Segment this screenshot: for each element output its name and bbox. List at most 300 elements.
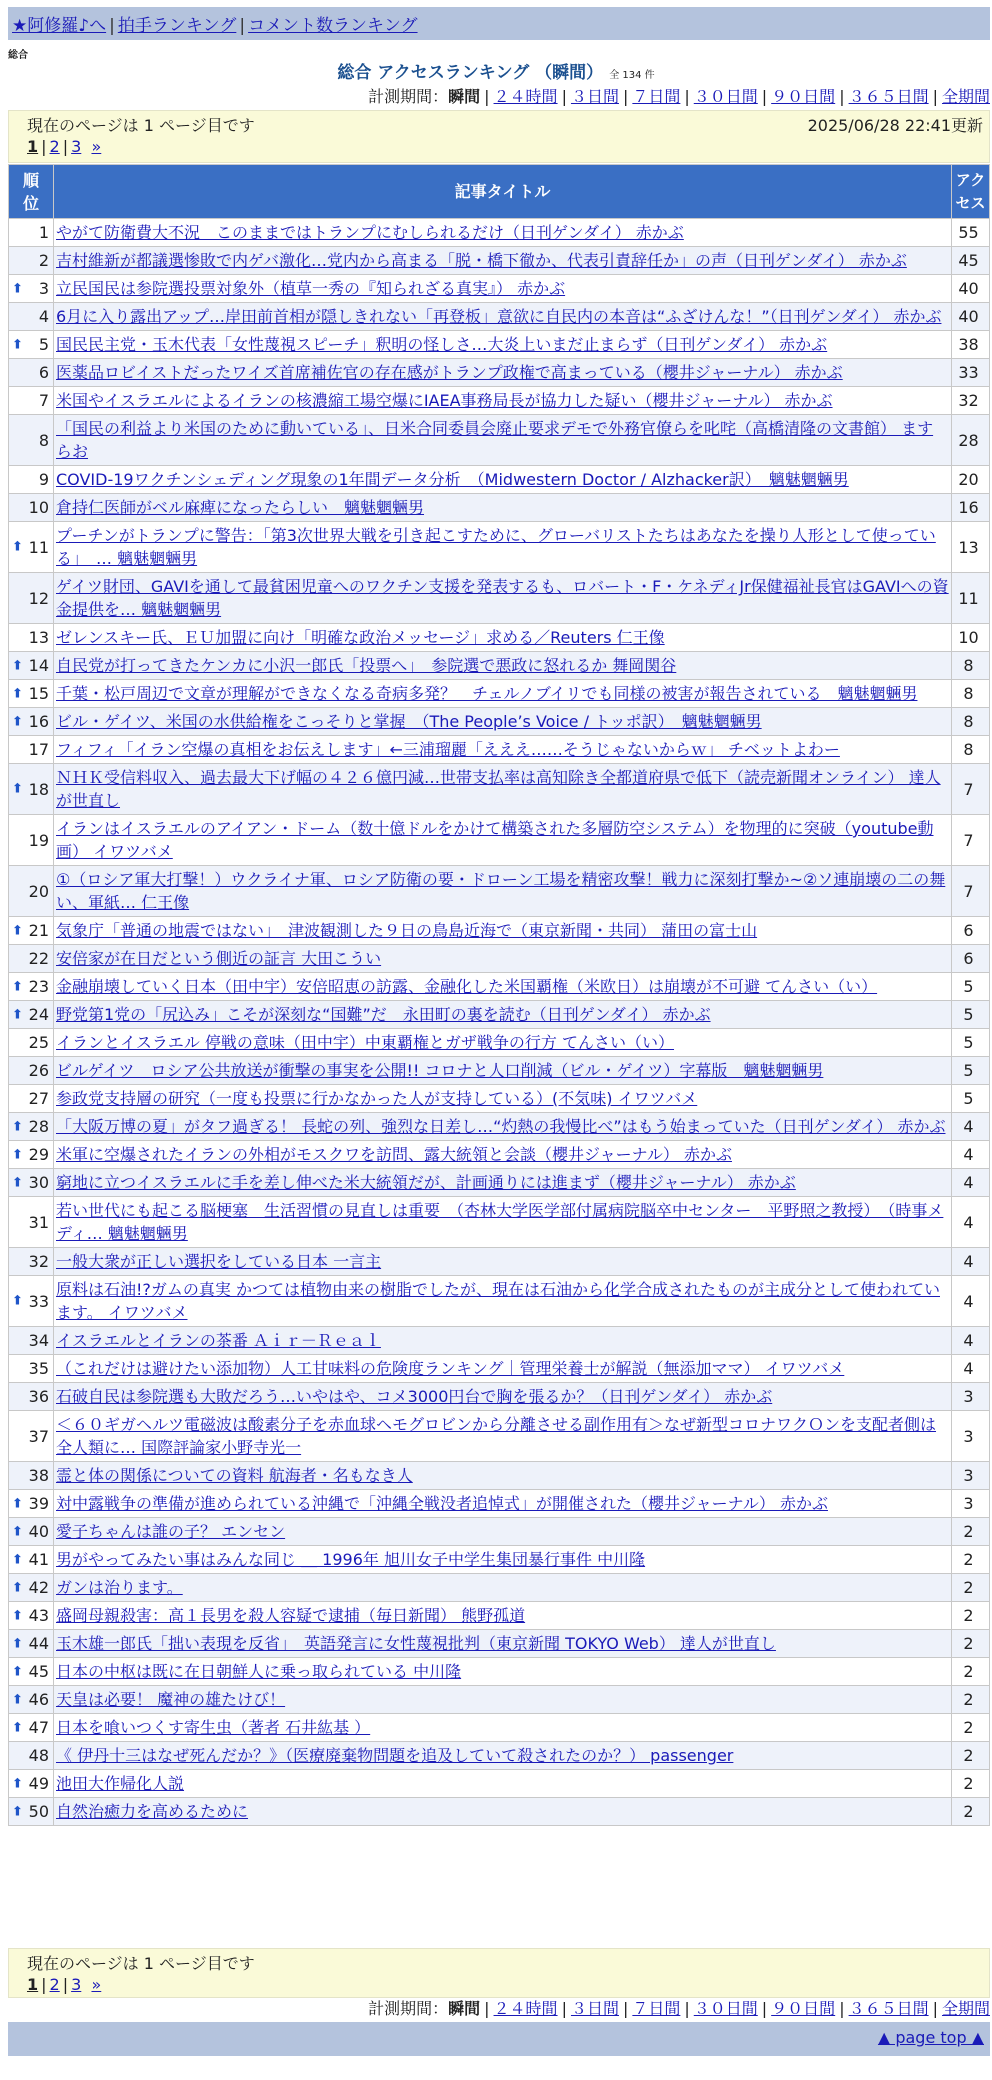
rank-number: 25 xyxy=(28,1033,49,1052)
up-arrow-icon: ⬆ xyxy=(12,686,23,701)
rank-number: 4 xyxy=(38,307,49,326)
rank-number: 34 xyxy=(28,1331,49,1350)
article-title-link[interactable]: 倉持仁医師がベル麻痺になったらしい 魑魅魍魎男 xyxy=(56,498,425,517)
article-title-link[interactable]: ゼレンスキー氏、ＥＵ加盟に向け「明確な政治メッセージ」求める／Reuters 仁王像 xyxy=(56,628,665,647)
updated-timestamp: 2025/06/28 22:41更新 xyxy=(807,116,983,135)
period-link-all[interactable]: 全期間 xyxy=(941,87,990,106)
access-count: 6 xyxy=(952,917,989,944)
rank-cell xyxy=(9,466,53,493)
title-cell xyxy=(54,917,951,944)
rank-cell xyxy=(9,973,53,1000)
access-count: 2 xyxy=(952,1686,989,1713)
article-title-link[interactable]: 一般大衆が正しい選択をしている日本 一言主 xyxy=(56,1252,382,1271)
access-count: 4 xyxy=(952,1355,989,1382)
table-row xyxy=(9,1770,989,1797)
access-count: 4 xyxy=(952,1169,989,1196)
article-title-link[interactable]: 米国やイスラエルによるイランの核濃縮工場空爆にIAEA事務局長が協力した疑い（櫻井ジャーナル） 赤かぶ xyxy=(56,391,833,410)
period-current: 瞬間 xyxy=(448,87,481,106)
period-separator: | xyxy=(622,1999,629,2018)
table-row xyxy=(9,1574,989,1601)
period-link-7d[interactable]: ７日間 xyxy=(632,1999,681,2018)
rank-number: 23 xyxy=(28,977,49,996)
up-arrow-icon: ⬆ xyxy=(12,1524,23,1539)
table-row xyxy=(9,275,989,302)
article-title-link[interactable]: ＜６０ギガヘルツ電磁波は酸素分子を赤血球ヘモグロビンから分離させる副作用有＞なぜ新型コロナワクＯンを支配者側は全人類に… 国際評論家小野寺光一 xyxy=(56,1415,937,1457)
article-title-link[interactable]: 立民国民は参院選投票対象外（植草一秀の『知られざる真実』） 赤かぶ xyxy=(56,279,566,298)
title-cell xyxy=(54,494,951,521)
article-title-link[interactable]: 「国民の利益より米国のために動いている」、日米合同委員会廃止要求デモで外務官僚らを叱咤（高橋清隆の文書館） ますらお xyxy=(56,419,934,461)
title-cell xyxy=(54,680,951,707)
access-count: 2 xyxy=(952,1518,989,1545)
rank-cell xyxy=(9,1490,53,1517)
page-1-current: 1 xyxy=(27,1975,39,1994)
period-separator: | xyxy=(932,87,938,106)
table-row xyxy=(9,219,989,246)
title-cell xyxy=(54,866,951,916)
page-separator: | xyxy=(41,1975,47,1994)
rank-number: 31 xyxy=(28,1212,49,1232)
rank-cell xyxy=(9,680,53,707)
article-title-link[interactable]: プーチンがトランプに警告：「第3次世界大戦を引き起こすために、グローバリストたちはあなたを操り人形として使っている」 … 魑魅魍魎男 xyxy=(56,526,936,568)
period-separator: | xyxy=(484,1999,490,2018)
rank-number: 30 xyxy=(28,1173,49,1192)
table-row xyxy=(9,945,989,972)
article-title-link[interactable]: ガンは治ります。 xyxy=(56,1578,183,1597)
rank-number: 37 xyxy=(28,1426,49,1446)
table-row xyxy=(9,973,989,1000)
rank-cell xyxy=(9,1248,53,1275)
access-count: 2 xyxy=(952,1574,989,1601)
page-top-link[interactable]: ▲ page top ▲ xyxy=(877,2028,984,2047)
rank-cell xyxy=(9,764,53,814)
rank-cell xyxy=(9,1355,53,1382)
period-link-3d[interactable]: ３日間 xyxy=(570,1999,619,2018)
table-row xyxy=(9,494,989,521)
rank-cell xyxy=(9,1001,53,1028)
article-title-link[interactable]: 日本を喰いつくす寄生虫（著者 石井紘基 ） xyxy=(56,1718,371,1737)
up-arrow-icon: ⬆ xyxy=(12,1007,23,1022)
table-row xyxy=(9,522,989,572)
up-arrow-icon: ⬆ xyxy=(12,281,23,296)
title-cell xyxy=(54,1248,951,1275)
rank-cell xyxy=(9,303,53,330)
period-link-365d[interactable]: ３６５日間 xyxy=(848,1999,929,2018)
access-count: 38 xyxy=(952,331,989,358)
rank-cell xyxy=(9,1798,53,1825)
rank-number: 45 xyxy=(28,1662,49,1681)
article-title-link[interactable]: 石破自民は参院選も大敗だろう…いやはや、コメ3000円台で胸を張るか？（日刊ゲンダイ） 赤かぶ xyxy=(56,1387,773,1406)
up-arrow-icon: ⬆ xyxy=(12,923,23,938)
article-title-link[interactable]: 男がやってみたい事はみんな同じ ＿ 1996年 旭川女子中学生集団暴行事件 中川隆 xyxy=(56,1550,646,1569)
rank-number: 5 xyxy=(38,335,49,354)
title-cell xyxy=(54,1602,951,1629)
section-label: 総合 xyxy=(8,50,28,61)
header-title: 記事タイトル xyxy=(54,165,951,218)
article-title-link[interactable]: ①（ロシア軍大打撃！）ウクライナ軍、ロシア防衛の要・ドローン工場を精密攻撃！戦力に深刻打撃か~②ソ連崩壊の二の舞い、軍紙… 仁王像 xyxy=(56,870,946,912)
title-cell xyxy=(54,1197,951,1247)
article-title-link[interactable]: 6月に入り露出アップ…岸田前首相が隠しきれない「再登板」意欲に自民内の本音は“ふざけんな！”（日刊ゲンダイ） 赤かぶ xyxy=(56,307,942,326)
period-label: 計測期間： xyxy=(368,87,449,106)
top-nav-bar xyxy=(8,7,990,40)
title-cell xyxy=(54,652,951,679)
nav-link-comment-ranking[interactable]: コメント数ランキング xyxy=(248,16,418,36)
table-row xyxy=(9,1113,989,1140)
up-arrow-icon: ⬆ xyxy=(12,1293,23,1309)
table-row xyxy=(9,1355,989,1382)
title-cell xyxy=(54,764,951,814)
table-row xyxy=(9,1383,989,1410)
rank-cell xyxy=(9,275,53,302)
table-row xyxy=(9,466,989,493)
page-3-link[interactable]: 3 xyxy=(71,1975,82,1994)
rank-number: 27 xyxy=(28,1089,49,1108)
rank-cell xyxy=(9,945,53,972)
table-row xyxy=(9,415,989,465)
article-title-link[interactable]: 玉木雄一郎氏「拙い表現を反省」 英語発言に女性蔑視批判（東京新聞 TOKYO Web） 達人が世直し xyxy=(56,1634,776,1653)
access-count: 16 xyxy=(952,494,989,521)
rank-cell xyxy=(9,736,53,763)
article-title-link[interactable]: 霊と体の関係についての資料 航海者・名もなき人 xyxy=(56,1466,413,1485)
access-count: 2 xyxy=(952,1714,989,1741)
up-arrow-icon: ⬆ xyxy=(12,1496,23,1511)
nav-link-applause-ranking[interactable]: 拍手ランキング xyxy=(117,16,237,36)
article-title-link[interactable]: 「大阪万博の夏」がタフ過ぎる！ 長蛇の列、強烈な日差し…“灼熱の我慢比べ”はもう始まっていた（日刊ゲンダイ） 赤かぶ xyxy=(56,1117,946,1136)
rank-number: 14 xyxy=(28,656,49,675)
access-count: 5 xyxy=(952,1001,989,1028)
table-row xyxy=(9,1411,989,1461)
rank-number: 6 xyxy=(38,363,49,382)
page-1-current: 1 xyxy=(27,137,39,156)
title-cell xyxy=(54,1001,951,1028)
rank-cell xyxy=(9,708,53,735)
article-title-link[interactable]: （これだけは避けたい添加物）人工甘味料の危険度ランキング｜管理栄養士が解説（無添加ママ） イワツバメ xyxy=(56,1359,845,1378)
rank-number: 3 xyxy=(38,279,49,298)
access-count: 5 xyxy=(952,1085,989,1112)
rank-number: 10 xyxy=(28,498,49,517)
rank-number: 11 xyxy=(28,537,49,557)
rank-number: 42 xyxy=(28,1578,49,1597)
title-cell xyxy=(54,945,951,972)
rank-number: 29 xyxy=(28,1145,49,1164)
table-row xyxy=(9,1248,989,1275)
rank-cell xyxy=(9,1113,53,1140)
period-current: 瞬間 xyxy=(448,1999,481,2018)
title-cell xyxy=(54,1742,951,1769)
table-row xyxy=(9,247,989,274)
table-row xyxy=(9,1462,989,1489)
rank-cell xyxy=(9,522,53,572)
table-row xyxy=(9,1057,989,1084)
rank-cell xyxy=(9,247,53,274)
rank-cell xyxy=(9,1742,53,1769)
access-count: 4 xyxy=(952,1276,989,1326)
up-arrow-icon: ⬆ xyxy=(12,539,23,555)
access-count: 8 xyxy=(952,680,989,707)
rank-cell xyxy=(9,624,53,651)
access-count: 7 xyxy=(952,764,989,814)
article-title-link[interactable]: 気象庁「普通の地震ではない」 津波観測した９日の鳥島近海で（東京新聞・共同） 蒲田の富士山 xyxy=(56,921,758,940)
title-cell xyxy=(54,1630,951,1657)
table-row xyxy=(9,1029,989,1056)
rank-number: 8 xyxy=(38,430,49,450)
bottom-bar xyxy=(8,2022,990,2056)
up-arrow-icon: ⬆ xyxy=(12,1175,23,1190)
article-title-link[interactable]: 窮地に立つイスラエルに手を差し伸べた米大統領だが、計画通りには進まず（櫻井ジャーナル） 赤かぶ xyxy=(56,1173,796,1192)
rank-number: 12 xyxy=(28,588,49,608)
article-title-link[interactable]: 原料は石油!?ガムの真実 かつては植物由来の樹脂でしたが、現在は石油から化学合成されたものが主成分として使われています。 イワツバメ xyxy=(56,1280,940,1322)
up-arrow-icon: ⬆ xyxy=(12,1804,23,1819)
period-link-24h[interactable]: ２４時間 xyxy=(493,1999,558,2018)
rank-cell xyxy=(9,1518,53,1545)
title-cell xyxy=(54,1355,951,1382)
rank-cell xyxy=(9,1546,53,1573)
rank-number: 24 xyxy=(28,1005,49,1024)
title-cell xyxy=(54,275,951,302)
article-title-link[interactable]: 千葉・松戸周辺で文章が理解ができなくなる奇病多発？ チェルノブイリでも同様の被害が報告されている 魑魅魍魎男 xyxy=(56,684,918,703)
period-label: 計測期間： xyxy=(368,1999,449,2018)
article-title-link[interactable]: 日本の中枢は既に在日朝鮮人に乗っ取られている 中川隆 xyxy=(56,1662,462,1681)
article-title-link[interactable]: 国民民主党・玉木代表「女性蔑視スピーチ」釈明の怪しさ…大炎上いまだ止まらず（日刊ゲンダイ） 赤かぶ xyxy=(56,335,828,354)
up-arrow-icon: ⬆ xyxy=(12,979,23,994)
article-title-link[interactable]: 野党第1党の「尻込み」こそが深刻な“国難”だ 永田町の裏を読む（日刊ゲンダイ） 赤かぶ xyxy=(56,1005,711,1024)
nav-separator: | xyxy=(109,16,115,36)
title-cell xyxy=(54,1383,951,1410)
up-arrow-icon: ⬆ xyxy=(12,1608,23,1623)
period-separator: | xyxy=(561,1999,567,2018)
up-arrow-icon: ⬆ xyxy=(12,658,23,673)
article-title-link[interactable]: 吉村維新が都議選惨敗で内ゲバ激化…党内から高まる「脱・橋下徹か、代表引責辞任か」の声（日刊ゲンダイ） 赤かぶ xyxy=(56,251,907,270)
up-arrow-icon: ⬆ xyxy=(12,1664,23,1679)
article-title-link[interactable]: イスラエルとイランの茶番 Ａｉｒ－Ｒｅａｌ xyxy=(56,1331,381,1350)
page-separator: | xyxy=(62,137,69,156)
current-page-text: 現在のページは 1 ページ目です xyxy=(27,1954,255,1973)
table-row xyxy=(9,1197,989,1247)
article-title-link[interactable]: 《 伊丹十三はなぜ死んだか？》（医療廃棄物問題を追及していて殺されたのか？） passenger xyxy=(56,1746,734,1765)
access-count: 2 xyxy=(952,1798,989,1825)
title-cell xyxy=(54,303,951,330)
rank-number: 46 xyxy=(28,1690,49,1709)
article-title-link[interactable]: 天皇は必要！ 魔神の雄たけび！ xyxy=(56,1690,286,1709)
pagination-top xyxy=(27,137,101,156)
ranking-table-body xyxy=(9,219,989,1825)
table-header-row xyxy=(9,165,989,218)
article-title-link[interactable]: 対中露戦争の準備が進められている沖縄で「沖縄全戦没者追悼式」が開催された（櫻井ジャーナル） 赤かぶ xyxy=(56,1494,828,1513)
rank-number: 35 xyxy=(28,1359,49,1378)
rank-number: 18 xyxy=(28,779,49,799)
rank-cell xyxy=(9,1630,53,1657)
title-cell xyxy=(54,973,951,1000)
article-title-link[interactable]: ゲイツ財団、GAVIを通して最貧困児童へのワクチン支援を発表するも、ロバート・F・ケネディJr保健福祉長官はGAVIへの資金提供を… 魑魅魍魎男 xyxy=(56,577,949,619)
table-row xyxy=(9,1602,989,1629)
period-link-365d[interactable]: ３６５日間 xyxy=(848,87,929,106)
article-title-link[interactable]: フィフィ「イラン空爆の真相をお伝えします」←三浦瑠麗「えええ……そうじゃないからｗ」 チベットよわー xyxy=(56,740,840,759)
rank-cell xyxy=(9,219,53,246)
next-page-link[interactable]: » xyxy=(91,1975,102,1994)
rank-cell xyxy=(9,573,53,623)
article-title-link[interactable]: ビルゲイツ ロシア公共放送が衝撃の事実を公開!! コロナと人口削減（ビル・ゲイツ）字幕版 魑魅魍魎男 xyxy=(56,1061,824,1080)
period-link-24h[interactable]: ２４時間 xyxy=(493,87,558,106)
access-count: 2 xyxy=(952,1658,989,1685)
page-info-top xyxy=(8,110,990,163)
rank-number: 47 xyxy=(28,1718,49,1737)
title-cell xyxy=(54,624,951,651)
page-info-bottom xyxy=(8,1948,990,1998)
rank-cell xyxy=(9,1574,53,1601)
article-title-link[interactable]: 若い世代にも起こる脳梗塞 生活習慣の見直しは重要 （杏林大学医学部付属病院脳卒中センター 平野照之教授） （時事メディ… 魑魅魍魎男 xyxy=(56,1201,944,1243)
access-count: 2 xyxy=(952,1602,989,1629)
table-row xyxy=(9,387,989,414)
title-cell xyxy=(54,1327,951,1354)
access-count: 7 xyxy=(952,866,989,916)
article-title-link[interactable]: 自民党が打ってきたケンカに小沢一郎氏「投票へ」 参院選で悪政に怒れるか 舞岡関谷 xyxy=(56,656,677,675)
access-count: 7 xyxy=(952,815,989,865)
up-arrow-icon: ⬆ xyxy=(12,337,23,352)
period-link-3d[interactable]: ３日間 xyxy=(570,87,619,106)
rank-cell xyxy=(9,1197,53,1247)
access-count: 4 xyxy=(952,1141,989,1168)
rank-number: 48 xyxy=(28,1746,49,1765)
article-title-link[interactable]: 自然治癒力を高めるために xyxy=(56,1802,249,1821)
title-cell xyxy=(54,1169,951,1196)
up-arrow-icon: ⬆ xyxy=(12,1552,23,1567)
article-title-link[interactable]: イランはイスラエルのアイアン・ドーム（数十億ドルをかけて構築された多層防空システム）を物理的に突破（youtube動画） イワツバメ xyxy=(56,819,934,861)
access-count: 33 xyxy=(952,359,989,386)
access-count: 55 xyxy=(952,219,989,246)
rank-cell xyxy=(9,1383,53,1410)
title-cell xyxy=(54,573,951,623)
access-count: 3 xyxy=(952,1462,989,1489)
current-page-text: 現在のページは 1 ページ目です xyxy=(27,116,255,135)
article-title-link[interactable]: 参政党支持層の研究（一度も投票に行かなかった人が支持している）(不気味) イワツバメ xyxy=(56,1089,698,1108)
period-link-30d[interactable]: ３０日間 xyxy=(693,87,758,106)
period-link-90d[interactable]: ９０日間 xyxy=(771,87,836,106)
access-count: 3 xyxy=(952,1411,989,1461)
table-row xyxy=(9,1490,989,1517)
article-title-link[interactable]: 医薬品ロビイストだったワイズ首席補佐官の存在感がトランプ政権で高まっている（櫻井ジャーナル） 赤かぶ xyxy=(56,363,843,382)
article-title-link[interactable]: COVID-19ワクチンシェディング現象の1年間データ分析 （Midwestern Doctor / Alzhacker訳） 魑魅魍魎男 xyxy=(56,470,849,489)
access-count: 3 xyxy=(952,1383,989,1410)
rank-number: 40 xyxy=(28,1522,49,1541)
access-count: 32 xyxy=(952,387,989,414)
rank-number: 44 xyxy=(28,1634,49,1653)
article-title-link[interactable]: ビル・ゲイツ、米国の水供給権をこっそりと掌握 （The People’s Voice / トッポ訳） 魑魅魍魎男 xyxy=(56,712,762,731)
access-count: 4 xyxy=(952,1113,989,1140)
rank-number: 26 xyxy=(28,1061,49,1080)
rank-cell xyxy=(9,1169,53,1196)
article-title-link[interactable]: 安倍家が在日だという側近の証言 大田こうい xyxy=(56,949,382,968)
access-count: 2 xyxy=(952,1770,989,1797)
article-title-link[interactable]: 池田大作帰化人説 xyxy=(56,1774,185,1793)
title-cell xyxy=(54,359,951,386)
rank-cell xyxy=(9,917,53,944)
rank-cell xyxy=(9,1029,53,1056)
title-cell xyxy=(54,736,951,763)
rank-cell xyxy=(9,331,53,358)
access-count: 20 xyxy=(952,466,989,493)
title-cell xyxy=(54,247,951,274)
rank-cell xyxy=(9,652,53,679)
article-title-link[interactable]: 盛岡母親殺害：高１長男を殺人容疑で逮捕（毎日新聞） 熊野孤道 xyxy=(56,1606,526,1625)
rank-number: 43 xyxy=(28,1606,49,1625)
article-title-link[interactable]: ＮＨＫ受信料収入、過去最大下げ幅の４２６億円減…世帯支払率は高知除き全都道府県で低下（読売新聞オンライン） 達人が世直し xyxy=(56,768,941,810)
article-title-link[interactable]: 愛子ちゃんは誰の子？ エンセン xyxy=(56,1522,286,1541)
article-title-link[interactable]: イランとイスラエル 停戦の意味（田中宇）中東覇権とガザ戦争の行方 てんさい（い） xyxy=(56,1033,675,1052)
nav-separator: | xyxy=(239,16,246,36)
table-row xyxy=(9,1658,989,1685)
rank-number: 38 xyxy=(28,1466,49,1485)
up-arrow-icon: ⬆ xyxy=(12,1720,23,1735)
period-link-30d[interactable]: ３０日間 xyxy=(693,1999,758,2018)
rank-cell xyxy=(9,815,53,865)
table-row xyxy=(9,303,989,330)
article-title-link[interactable]: やがて防衛費大不況 このままではトランプにむしられるだけ（日刊ゲンダイ） 赤かぶ xyxy=(56,223,684,242)
table-row xyxy=(9,1798,989,1825)
table-row xyxy=(9,573,989,623)
table-row xyxy=(9,815,989,865)
title-cell xyxy=(54,1029,951,1056)
access-count: 5 xyxy=(952,1029,989,1056)
rank-cell xyxy=(9,1602,53,1629)
page-2-link[interactable]: 2 xyxy=(49,137,60,156)
article-title-link[interactable]: 金融崩壊していく日本（田中宇）安倍昭恵の訪露、金融化した米国覇権（米欧日）は崩壊が不可避 てんさい（い） xyxy=(56,977,878,996)
table-row xyxy=(9,1141,989,1168)
access-count: 4 xyxy=(952,1248,989,1275)
title-cell xyxy=(54,1770,951,1797)
next-page-link[interactable]: » xyxy=(91,137,102,156)
rank-cell xyxy=(9,1327,53,1354)
period-link-90d[interactable]: ９０日間 xyxy=(771,1999,836,2018)
rank-cell xyxy=(9,494,53,521)
period-link-all[interactable]: 全期間 xyxy=(941,1999,990,2018)
table-row xyxy=(9,1001,989,1028)
rank-cell xyxy=(9,1770,53,1797)
table-row xyxy=(9,680,989,707)
period-separator: | xyxy=(622,87,629,106)
access-count: 40 xyxy=(952,303,989,330)
rank-cell xyxy=(9,387,53,414)
period-link-7d[interactable]: ７日間 xyxy=(632,87,681,106)
up-arrow-icon: ⬆ xyxy=(12,1147,23,1162)
title-cell xyxy=(54,1085,951,1112)
access-count: 11 xyxy=(952,573,989,623)
header-access: アクセス xyxy=(952,165,989,218)
up-arrow-icon: ⬆ xyxy=(12,1119,23,1134)
title-cell xyxy=(54,1462,951,1489)
page-2-link[interactable]: 2 xyxy=(49,1975,60,1994)
table-row xyxy=(9,1276,989,1326)
table-row xyxy=(9,652,989,679)
access-count: 4 xyxy=(952,1197,989,1247)
access-count: 3 xyxy=(952,1490,989,1517)
nav-link-home[interactable]: ★阿修羅♪へ xyxy=(12,16,107,36)
total-count: 全 134 件 xyxy=(609,70,655,81)
rank-cell xyxy=(9,1462,53,1489)
page-separator: | xyxy=(41,137,47,156)
table-row xyxy=(9,1085,989,1112)
title-cell xyxy=(54,1714,951,1741)
up-arrow-icon: ⬆ xyxy=(12,1580,23,1595)
article-title-link[interactable]: 米軍に空爆されたイランの外相がモスクワを訪問、露大統領と会談（櫻井ジャーナル） 赤かぶ xyxy=(56,1145,732,1164)
rank-number: 41 xyxy=(28,1550,49,1569)
rank-number: 32 xyxy=(28,1252,49,1271)
rank-cell xyxy=(9,866,53,916)
rank-number: 19 xyxy=(28,830,49,850)
table-row xyxy=(9,1714,989,1741)
page-3-link[interactable]: 3 xyxy=(71,137,82,156)
rank-cell xyxy=(9,1658,53,1685)
title-cell xyxy=(54,331,951,358)
title-cell xyxy=(54,1574,951,1601)
